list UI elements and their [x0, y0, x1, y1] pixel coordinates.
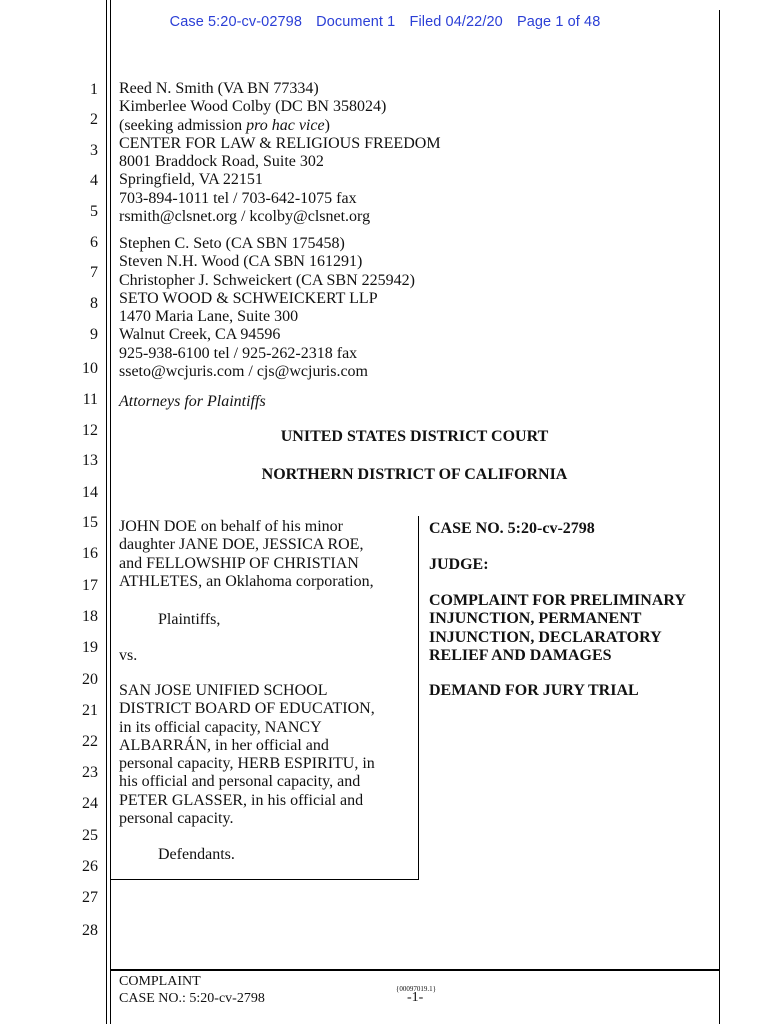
- line-number: 18: [82, 608, 98, 625]
- counsel-line: CENTER FOR LAW & RELIGIOUS FREEDOM: [119, 134, 441, 152]
- counsel-block-1: [119, 80, 441, 226]
- complaint-title-line: INJUNCTION, DECLARATORY: [429, 628, 662, 646]
- caption-line: his official and personal capacity, and: [119, 773, 361, 791]
- counsel-line: Reed N. Smith (VA BN 77334): [119, 80, 319, 97]
- counsel-line: 925-938-6100 tel / 925-262-2318 fax: [119, 344, 358, 362]
- header-page-count: Page 1 of 48: [516, 14, 601, 30]
- counsel-block-2: [119, 235, 415, 381]
- versus-label: vs.: [119, 647, 138, 664]
- line-number: 20: [82, 671, 98, 688]
- caption-line: personal capacity, HERB ESPIRITU, in: [119, 755, 375, 773]
- complaint-title: [429, 592, 686, 665]
- counsel-line: Springfield, VA 22151: [119, 171, 263, 189]
- caption-line: daughter JANE DOE, JESSICA ROE,: [119, 536, 364, 554]
- footer-rule: [110, 969, 719, 971]
- footer-page-number: -1-: [407, 990, 424, 1005]
- line-number: 23: [82, 764, 98, 781]
- caption-line: in its official capacity, NANCY: [119, 718, 322, 736]
- counsel-line: 1470 Maria Lane, Suite 300: [119, 308, 299, 326]
- line-number: 12: [82, 422, 98, 439]
- footer-title: COMPLAINT: [119, 974, 201, 989]
- line-number: 22: [82, 733, 98, 750]
- jury-demand: DEMAND FOR JURY TRIAL: [429, 682, 639, 699]
- line-number: 4: [90, 172, 98, 189]
- plaintiffs-label: Plaintiffs,: [158, 611, 221, 628]
- line-number: 10: [82, 360, 98, 377]
- complaint-title-line: RELIEF AND DAMAGES: [429, 646, 612, 664]
- counsel-line: SETO WOOD & SCHWEICKERT LLP: [119, 289, 378, 307]
- attorneys-for-plaintiffs: Attorneys for Plaintiffs: [119, 393, 266, 410]
- line-number: 1: [90, 81, 98, 98]
- line-number: 6: [90, 234, 98, 251]
- counsel-line: Walnut Creek, CA 94596: [119, 326, 281, 344]
- line-number: 19: [82, 639, 98, 656]
- line-number: 16: [82, 545, 98, 562]
- caption-defendants: [119, 682, 375, 828]
- defendants-label: Defendants.: [158, 846, 235, 863]
- caption-line: ALBARRÁN, in her official and: [119, 736, 329, 754]
- right-margin-line: [719, 10, 720, 1024]
- line-number: 26: [82, 858, 98, 875]
- caption-line: ATHLETES, an Oklahoma corporation,: [119, 572, 374, 590]
- counsel-line: 8001 Braddock Road, Suite 302: [119, 153, 324, 171]
- line-number: 25: [82, 827, 98, 844]
- line-number: 24: [82, 795, 98, 812]
- caption-line: personal capacity.: [119, 810, 234, 828]
- line-number: 21: [82, 702, 98, 719]
- line-number: 8: [90, 295, 98, 312]
- case-number: CASE NO. 5:20-cv-2798: [429, 520, 595, 537]
- left-margin-line-inner: [110, 0, 111, 1024]
- counsel-line: Kimberlee Wood Colby (DC BN 358024): [119, 98, 387, 116]
- line-number: 7: [90, 264, 98, 281]
- caption-plaintiffs: [119, 518, 374, 591]
- left-margin-line-outer: [106, 0, 107, 1024]
- caption-line: DISTRICT BOARD OF EDUCATION,: [119, 700, 375, 718]
- footer-doc-id: {00097019.1}: [396, 985, 436, 993]
- line-number: 9: [90, 326, 98, 343]
- ecf-header: [0, 14, 770, 30]
- line-number: 27: [82, 889, 98, 906]
- header-filed-date: Filed 04/22/20: [409, 14, 503, 30]
- caption-line: JOHN DOE on behalf of his minor: [119, 518, 343, 535]
- court-name: UNITED STATES DISTRICT COURT: [280, 428, 549, 445]
- counsel-line: sseto@wcjuris.com / cjs@wcjuris.com: [119, 363, 368, 381]
- caption-line: SAN JOSE UNIFIED SCHOOL: [119, 682, 328, 699]
- line-number: 15: [82, 514, 98, 531]
- counsel-line: 703-894-1011 tel / 703-642-1075 fax: [119, 189, 357, 207]
- court-district: NORTHERN DISTRICT OF CALIFORNIA: [261, 466, 568, 483]
- complaint-title-line: COMPLAINT FOR PRELIMINARY: [429, 592, 686, 609]
- counsel-line: [119, 117, 441, 135]
- caption-line: and FELLOWSHIP OF CHRISTIAN: [119, 554, 359, 572]
- counsel-line: rsmith@clsnet.org / kcolby@clsnet.org: [119, 208, 371, 226]
- line-number: 3: [90, 142, 98, 159]
- line-number: 17: [82, 577, 98, 594]
- counsel-line: Stephen C. Seto (CA SBN 175458): [119, 235, 345, 252]
- line-number: 14: [82, 484, 98, 501]
- judge-label: JUDGE:: [429, 556, 489, 573]
- counsel-line: Christopher J. Schweickert (CA SBN 225942): [119, 271, 415, 289]
- line-number: 13: [82, 452, 98, 469]
- line-number: 2: [90, 111, 98, 128]
- close-paren-text: ): [324, 116, 330, 134]
- complaint-title-line: INJUNCTION, PERMANENT: [429, 610, 642, 628]
- line-number: 11: [82, 391, 98, 408]
- footer-case-number: CASE NO.: 5:20-cv-2798: [119, 991, 265, 1006]
- header-document: Document 1: [316, 14, 396, 30]
- caption-bottom-line: [110, 879, 419, 880]
- caption-line: PETER GLASSER, in his official and: [119, 791, 364, 809]
- counsel-line-text: (seeking admission: [119, 116, 247, 134]
- caption-divider: [418, 516, 419, 880]
- line-number: 28: [82, 922, 98, 939]
- counsel-line: Steven N.H. Wood (CA SBN 161291): [119, 253, 363, 271]
- header-case-number: Case 5:20-cv-02798: [169, 14, 303, 30]
- pro-hac-vice-text: pro hac vice: [246, 116, 325, 134]
- line-number: 5: [90, 203, 98, 220]
